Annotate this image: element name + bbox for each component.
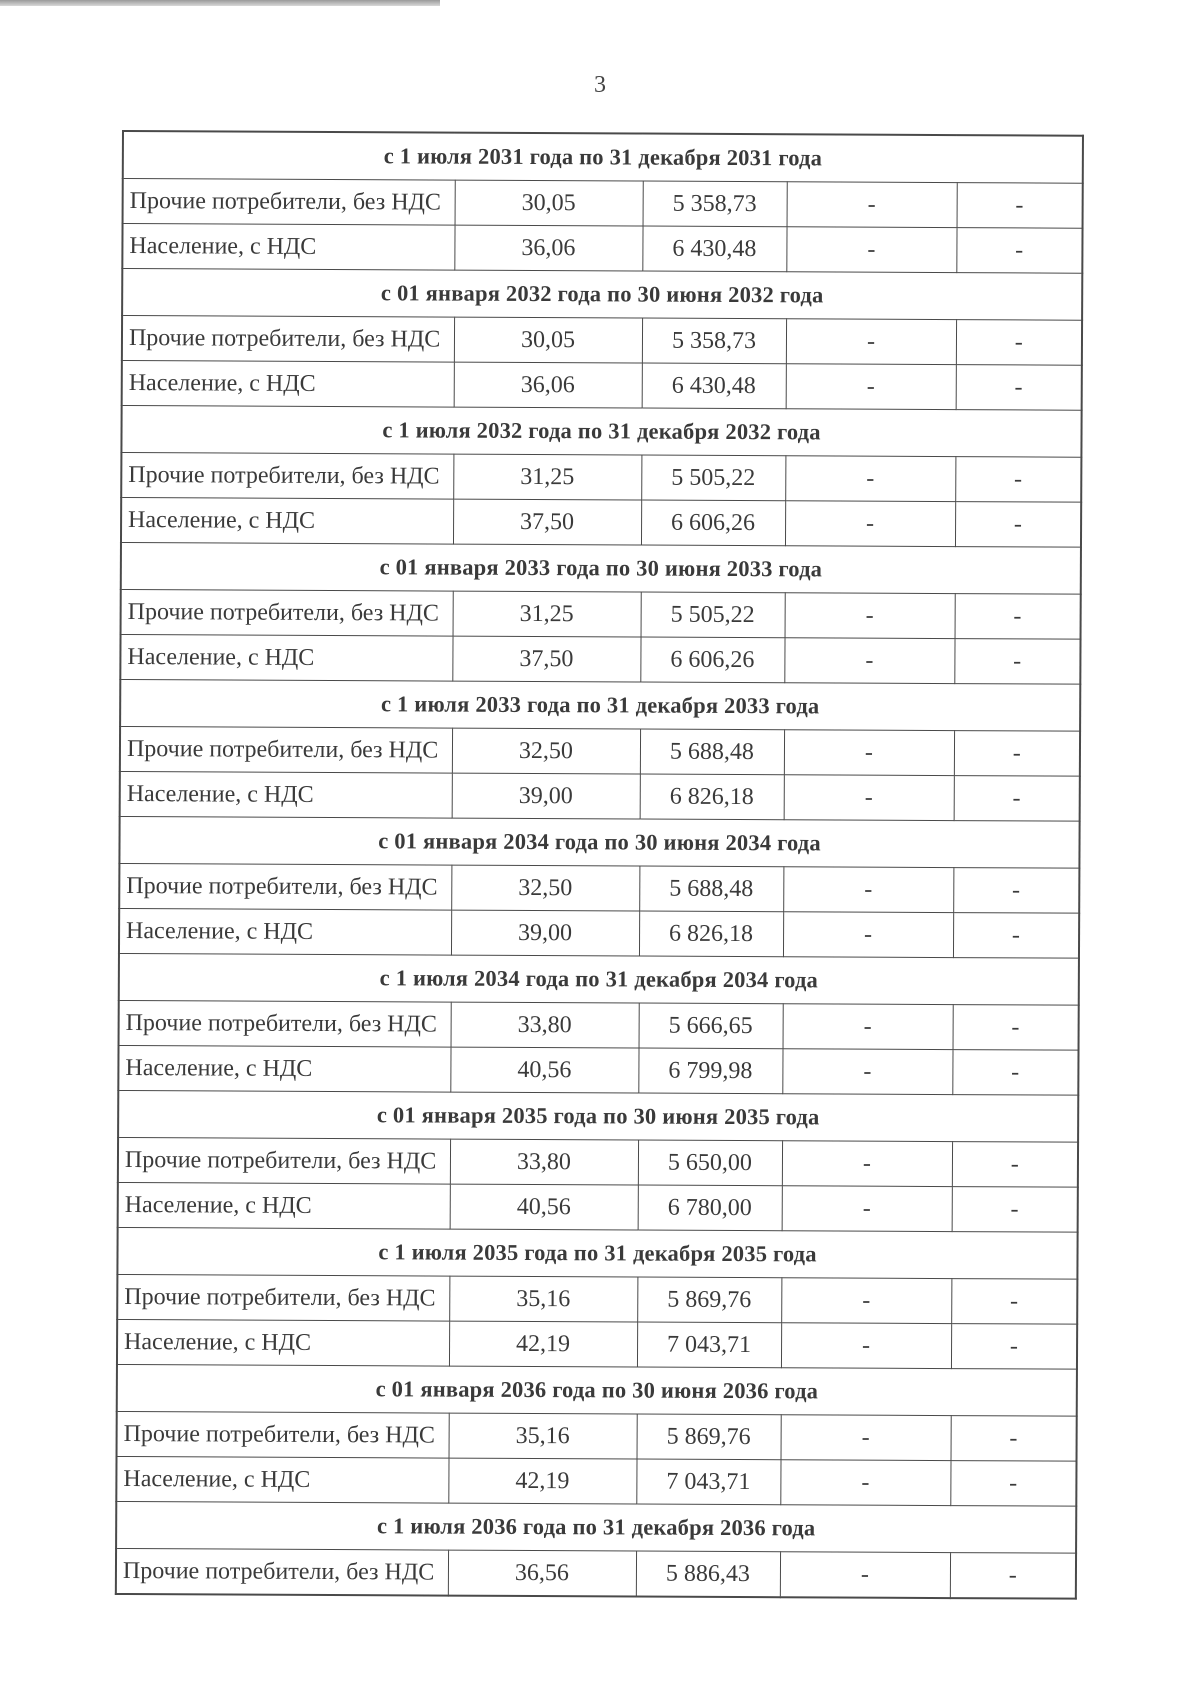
empty-value-cell: -: [783, 912, 953, 958]
table-row: [119, 863, 1079, 913]
tariff-table: [115, 130, 1084, 1600]
empty-value-cell: -: [956, 228, 1082, 274]
empty-value-cell: -: [782, 1141, 952, 1187]
tariff-table-container: [115, 130, 1082, 1600]
empty-value-cell: -: [786, 319, 956, 365]
tariff-value-cell: 33,80: [450, 1139, 638, 1185]
empty-value-cell: -: [782, 1049, 952, 1095]
period-title: с 01 января 2034 года по 30 июня 2034 года: [119, 816, 1079, 868]
table-row: [122, 316, 1082, 366]
consumer-cell: Прочие потребители, без НДС: [119, 863, 451, 910]
empty-value-cell: -: [954, 731, 1080, 777]
tariff-value-cell: 40,56: [450, 1047, 638, 1093]
empty-value-cell: -: [951, 1324, 1077, 1370]
table-row: [118, 1045, 1078, 1095]
tariff-value-cell: 5 505,22: [641, 455, 785, 501]
page-number: 3: [594, 72, 606, 98]
table-row: [121, 498, 1081, 548]
table-row: [122, 224, 1082, 274]
consumer-cell: Прочие потребители, без НДС: [121, 453, 453, 500]
empty-value-cell: -: [957, 183, 1083, 229]
empty-value-cell: -: [953, 1005, 1079, 1051]
consumer-cell: Население, с НДС: [121, 498, 453, 545]
table-row: [117, 1274, 1077, 1324]
tariff-value-cell: 6 430,48: [642, 226, 786, 272]
empty-value-cell: -: [955, 502, 1081, 548]
consumer-cell: Население, с НДС: [116, 1456, 448, 1503]
period-title: с 01 января 2035 года по 30 июня 2035 года: [118, 1090, 1078, 1142]
period-header-row: [119, 953, 1079, 1005]
tariff-value-cell: 40,56: [450, 1184, 638, 1230]
tariff-value-cell: 6 606,26: [640, 637, 784, 683]
tariff-value-cell: 39,00: [452, 773, 640, 819]
empty-value-cell: -: [781, 1323, 951, 1369]
empty-value-cell: -: [954, 776, 1080, 822]
tariff-value-cell: 6 780,00: [638, 1185, 782, 1231]
tariff-value-cell: 32,50: [451, 865, 639, 911]
tariff-value-cell: 6 430,48: [642, 363, 786, 409]
tariff-value-cell: 5 688,48: [640, 729, 784, 775]
empty-value-cell: -: [784, 775, 954, 821]
consumer-cell: Население, с НДС: [120, 771, 452, 818]
tariff-value-cell: 42,19: [448, 1458, 636, 1504]
empty-value-cell: -: [951, 1416, 1077, 1462]
table-row: [121, 453, 1081, 503]
tariff-value-cell: 7 043,71: [636, 1459, 780, 1505]
table-row: [118, 1182, 1078, 1232]
period-title: с 1 июля 2036 года по 31 декабря 2036 года: [116, 1501, 1076, 1553]
scan-edge-shadow: [0, 0, 440, 6]
period-title: с 1 июля 2034 года по 31 декабря 2034 года: [119, 953, 1079, 1005]
tariff-value-cell: 5 358,73: [642, 318, 786, 364]
period-title: с 1 июля 2032 года по 31 декабря 2032 года: [121, 406, 1081, 458]
tariff-value-cell: 31,25: [453, 591, 641, 637]
tariff-value-cell: 35,16: [449, 1276, 637, 1322]
consumer-cell: Население, с НДС: [118, 1182, 450, 1229]
period-header-row: [120, 679, 1080, 731]
empty-value-cell: -: [950, 1553, 1076, 1599]
empty-value-cell: -: [956, 365, 1082, 411]
empty-value-cell: -: [785, 593, 955, 639]
consumer-cell: Прочие потребители, без НДС: [120, 726, 452, 773]
empty-value-cell: -: [785, 456, 955, 502]
period-title: с 1 июля 2031 года по 31 декабря 2031 года: [123, 131, 1083, 183]
tariff-value-cell: 36,06: [454, 225, 642, 271]
tariff-value-cell: 5 358,73: [643, 181, 787, 227]
table-row: [119, 908, 1079, 958]
consumer-cell: Прочие потребители, без НДС: [117, 1411, 449, 1458]
consumer-cell: Население, с НДС: [122, 224, 454, 271]
period-title: с 1 июля 2035 года по 31 декабря 2035 года: [117, 1227, 1077, 1279]
period-header-row: [121, 406, 1081, 458]
consumer-cell: Население, с НДС: [122, 361, 454, 408]
tariff-value-cell: 6 826,18: [639, 911, 783, 957]
empty-value-cell: -: [955, 457, 1081, 503]
empty-value-cell: -: [952, 1142, 1078, 1188]
consumer-cell: Прочие потребители, без НДС: [116, 1548, 448, 1595]
tariff-value-cell: 6 826,18: [640, 774, 784, 820]
table-row: [117, 1411, 1077, 1461]
tariff-value-cell: 5 666,65: [639, 1003, 783, 1049]
period-title: с 01 января 2036 года по 30 июня 2036 года: [117, 1364, 1077, 1416]
empty-value-cell: -: [780, 1460, 950, 1506]
empty-value-cell: -: [953, 913, 1079, 959]
empty-value-cell: -: [953, 868, 1079, 914]
tariff-value-cell: 5 886,43: [636, 1551, 780, 1597]
tariff-value-cell: 42,19: [449, 1321, 637, 1367]
consumer-cell: Население, с НДС: [117, 1319, 449, 1366]
tariff-value-cell: 5 650,00: [638, 1140, 782, 1186]
period-title: с 01 января 2033 года по 30 июня 2033 года: [121, 542, 1081, 594]
tariff-value-cell: 37,50: [453, 499, 641, 545]
period-header-row: [117, 1227, 1077, 1279]
table-row: [122, 361, 1082, 411]
empty-value-cell: -: [783, 867, 953, 913]
table-row: [119, 1000, 1079, 1050]
period-header-row: [121, 542, 1081, 594]
empty-value-cell: -: [784, 638, 954, 684]
tariff-value-cell: 6 606,26: [641, 500, 785, 546]
table-row: [116, 1548, 1076, 1598]
empty-value-cell: -: [782, 1186, 952, 1232]
table-row: [118, 1137, 1078, 1187]
table-row: [123, 179, 1083, 229]
consumer-cell: Прочие потребители, без НДС: [121, 589, 453, 636]
empty-value-cell: -: [783, 1004, 953, 1050]
consumer-cell: Прочие потребители, без НДС: [117, 1274, 449, 1321]
consumer-cell: Население, с НДС: [118, 1045, 450, 1092]
empty-value-cell: -: [954, 639, 1080, 685]
consumer-cell: Прочие потребители, без НДС: [119, 1000, 451, 1047]
consumer-cell: Население, с НДС: [120, 634, 452, 681]
tariff-value-cell: 30,05: [454, 317, 642, 363]
consumer-cell: Население, с НДС: [119, 908, 451, 955]
period-header-row: [123, 131, 1083, 183]
table-row: [120, 726, 1080, 776]
period-header-row: [118, 1090, 1078, 1142]
table-row: [117, 1319, 1077, 1369]
table-row: [116, 1456, 1076, 1506]
tariff-value-cell: 36,56: [448, 1550, 636, 1596]
tariff-value-cell: 31,25: [453, 454, 641, 500]
tariff-value-cell: 33,80: [451, 1002, 639, 1048]
table-row: [121, 589, 1081, 639]
empty-value-cell: -: [952, 1050, 1078, 1096]
consumer-cell: Прочие потребители, без НДС: [118, 1137, 450, 1184]
tariff-value-cell: 30,05: [455, 180, 643, 226]
empty-value-cell: -: [786, 364, 956, 410]
empty-value-cell: -: [781, 1278, 951, 1324]
tariff-value-cell: 5 688,48: [639, 866, 783, 912]
period-header-row: [122, 269, 1082, 321]
tariff-table-body: [116, 131, 1083, 1599]
period-header-row: [119, 816, 1079, 868]
empty-value-cell: -: [785, 501, 955, 547]
period-header-row: [116, 1501, 1076, 1553]
consumer-cell: Прочие потребители, без НДС: [123, 179, 455, 226]
empty-value-cell: -: [787, 182, 957, 228]
tariff-value-cell: 37,50: [452, 636, 640, 682]
empty-value-cell: -: [780, 1552, 950, 1598]
period-title: с 01 января 2032 года по 30 июня 2032 года: [122, 269, 1082, 321]
tariff-value-cell: 32,50: [452, 728, 640, 774]
tariff-value-cell: 6 799,98: [638, 1048, 782, 1094]
empty-value-cell: -: [781, 1415, 951, 1461]
period-title: с 1 июля 2033 года по 31 декабря 2033 года: [120, 679, 1080, 731]
empty-value-cell: -: [952, 1187, 1078, 1233]
empty-value-cell: -: [956, 320, 1082, 366]
empty-value-cell: -: [786, 227, 956, 273]
tariff-value-cell: 36,06: [454, 362, 642, 408]
tariff-value-cell: 35,16: [449, 1413, 637, 1459]
tariff-value-cell: 5 505,22: [641, 592, 785, 638]
consumer-cell: Прочие потребители, без НДС: [122, 316, 454, 363]
empty-value-cell: -: [784, 730, 954, 776]
period-header-row: [117, 1364, 1077, 1416]
tariff-value-cell: 39,00: [451, 910, 639, 956]
table-row: [120, 634, 1080, 684]
table-row: [120, 771, 1080, 821]
empty-value-cell: -: [955, 594, 1081, 640]
tariff-value-cell: 5 869,76: [637, 1277, 781, 1323]
tariff-value-cell: 5 869,76: [637, 1414, 781, 1460]
empty-value-cell: -: [951, 1279, 1077, 1325]
tariff-value-cell: 7 043,71: [637, 1322, 781, 1368]
empty-value-cell: -: [950, 1461, 1076, 1507]
